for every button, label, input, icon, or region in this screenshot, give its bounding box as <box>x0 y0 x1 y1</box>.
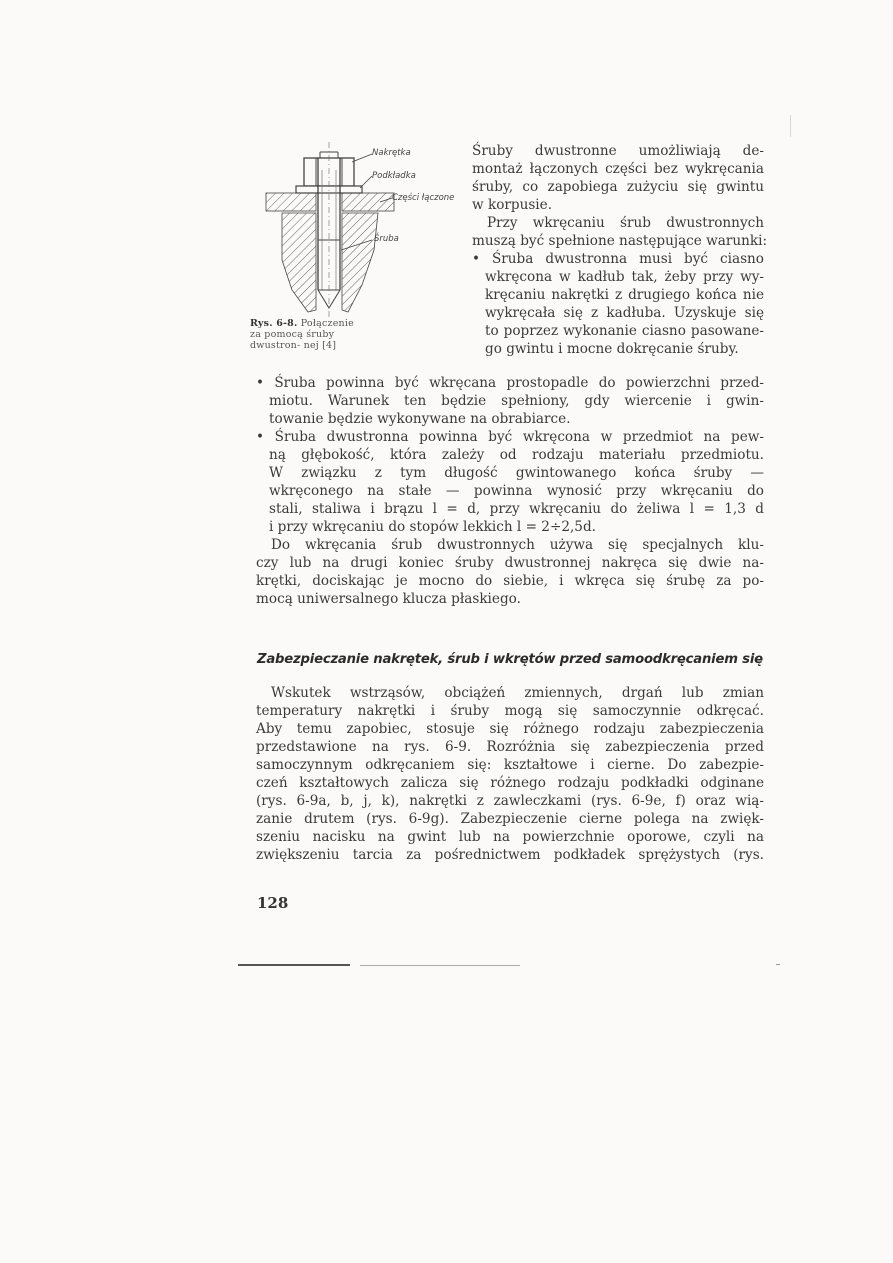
caption-label: Rys. 6-8. <box>250 318 298 329</box>
label-bolt: Śruba <box>374 234 399 244</box>
scan-edge-mark <box>790 115 791 137</box>
text-line: temperatury nakrętki i śruby mogą się samoczynnie odkręcać. <box>256 703 764 719</box>
text-line: • Śruba powinna być wkręcana prostopadle do powierzchni przed- <box>256 375 764 391</box>
body-right <box>342 213 378 312</box>
text-line: stali, staliwa i brązu l = d, przy wkręcaniu do żeliwa l = 1,3 d <box>269 501 764 517</box>
label-parts: Części łączone <box>392 193 455 203</box>
text-line: krętki, dociskając je mocno do siebie, i wkręca się śrubę za po- <box>256 573 764 589</box>
text-line: i przy wkręcaniu do stopów lekkich l = 2÷2,5d. <box>269 519 596 535</box>
page-number: 128 <box>257 894 289 912</box>
figure-stud-bolt <box>252 140 462 340</box>
stud-bolt-drawing <box>252 140 462 320</box>
section-body-text <box>256 684 764 864</box>
text-line: szeniu nacisku na gwint lub na powierzchnie oporowe, czyli na <box>256 829 764 845</box>
label-nut: Nakrętka <box>372 148 411 158</box>
text-line: samoczynnym odkręcaniem się: kształtowe i cierne. Do zabezpie- <box>256 757 764 773</box>
text-line: w korpusie. <box>472 197 553 213</box>
text-line: W związku z tym długość gwintowanego końca śruby — <box>269 465 764 481</box>
text-line: zanie drutem (rys. 6-9g). Zabezpieczenie cierne polega na zwięk- <box>256 811 764 827</box>
text-line: montaż łączonych części bez wykręcania <box>472 161 764 177</box>
scan-mark-small <box>776 964 780 965</box>
body-left <box>282 213 316 312</box>
label-washer: Podkładka <box>372 171 416 181</box>
text-line: (rys. 6-9a, b, j, k), nakrętki z zawleczkami (rys. 6-9e, f) oraz wią- <box>256 793 764 809</box>
text-line: zwiększeniu tarcia za pośrednictwem podkładek sprężystych (rys. <box>256 847 764 863</box>
text-line: Śruby dwustronne umożliwiają de- <box>472 143 764 159</box>
washer-shape <box>296 186 362 193</box>
text-line: kręcaniu nakrętki z drugiego końca nie <box>485 287 764 303</box>
text-line: go gwintu i mocne dokręcanie śruby. <box>485 341 739 357</box>
upper-plate-right <box>342 193 394 211</box>
text-line: muszą być spełnione następujące warunki: <box>472 233 768 249</box>
text-line: wkręconego na stałe — powinna wynosić przy wkręcaniu do <box>269 483 764 499</box>
text-line: wkręcona w kadłub tak, żeby przy wy- <box>485 269 764 285</box>
text-line: mocą uniwersalnego klucza płaskiego. <box>256 591 521 607</box>
figure-caption <box>250 318 362 351</box>
text-line: Przy wkręcaniu śrub dwustronnych <box>487 215 764 231</box>
text-line: śruby, co zapobiega zużyciu się gwintu <box>472 179 764 195</box>
text-line: wykręcała się z kadłuba. Uzyskuje się <box>485 305 764 321</box>
text-line: • Śruba dwustronna powinna być wkręcona w przedmiot na pew- <box>256 429 764 445</box>
text-line: miotu. Warunek ten będzie spełniony, gdy wiercenie i gwin- <box>269 393 764 409</box>
text-line: ną głębokość, która zależy od rodzaju materiału przedmiotu. <box>269 447 764 463</box>
caption-text: Połączenie za pomocą śruby dwustron- nej [4] <box>250 318 354 351</box>
text-line: towanie będzie wykonywane na obrabiarce. <box>269 411 571 427</box>
text-line: czeń kształtowych zalicza się różnego rodzaju podkładki odginane <box>256 775 764 791</box>
text-line: Aby temu zapobiec, stosuje się różnego rodzaju zabezpieczenia <box>256 721 764 737</box>
text-line: to poprzez wykonanie ciasno pasowane- <box>485 323 764 339</box>
right-column-text <box>472 142 768 358</box>
text-line: • Śruba dwustronna musi być ciasno <box>472 251 764 267</box>
text-line: Wskutek wstrząsów, obciążeń zmiennych, drgań lub zmian <box>271 685 764 701</box>
scan-rule <box>238 964 350 966</box>
section-heading: Zabezpieczanie nakrętek, śrub i wkrętów przed samoodkręcaniem się <box>257 652 763 667</box>
upper-plate-left <box>266 193 316 211</box>
main-text-block <box>256 374 764 608</box>
text-line: Do wkręcania śrub dwustronnych używa się specjalnych klu- <box>271 537 764 553</box>
text-line: przedstawione na rys. 6-9. Rozróżnia się zabezpieczenia przed <box>256 739 764 755</box>
text-line: czy lub na drugi koniec śruby dwustronnej nakręca się dwie na- <box>256 555 764 571</box>
scan-rule-faint <box>360 965 520 966</box>
